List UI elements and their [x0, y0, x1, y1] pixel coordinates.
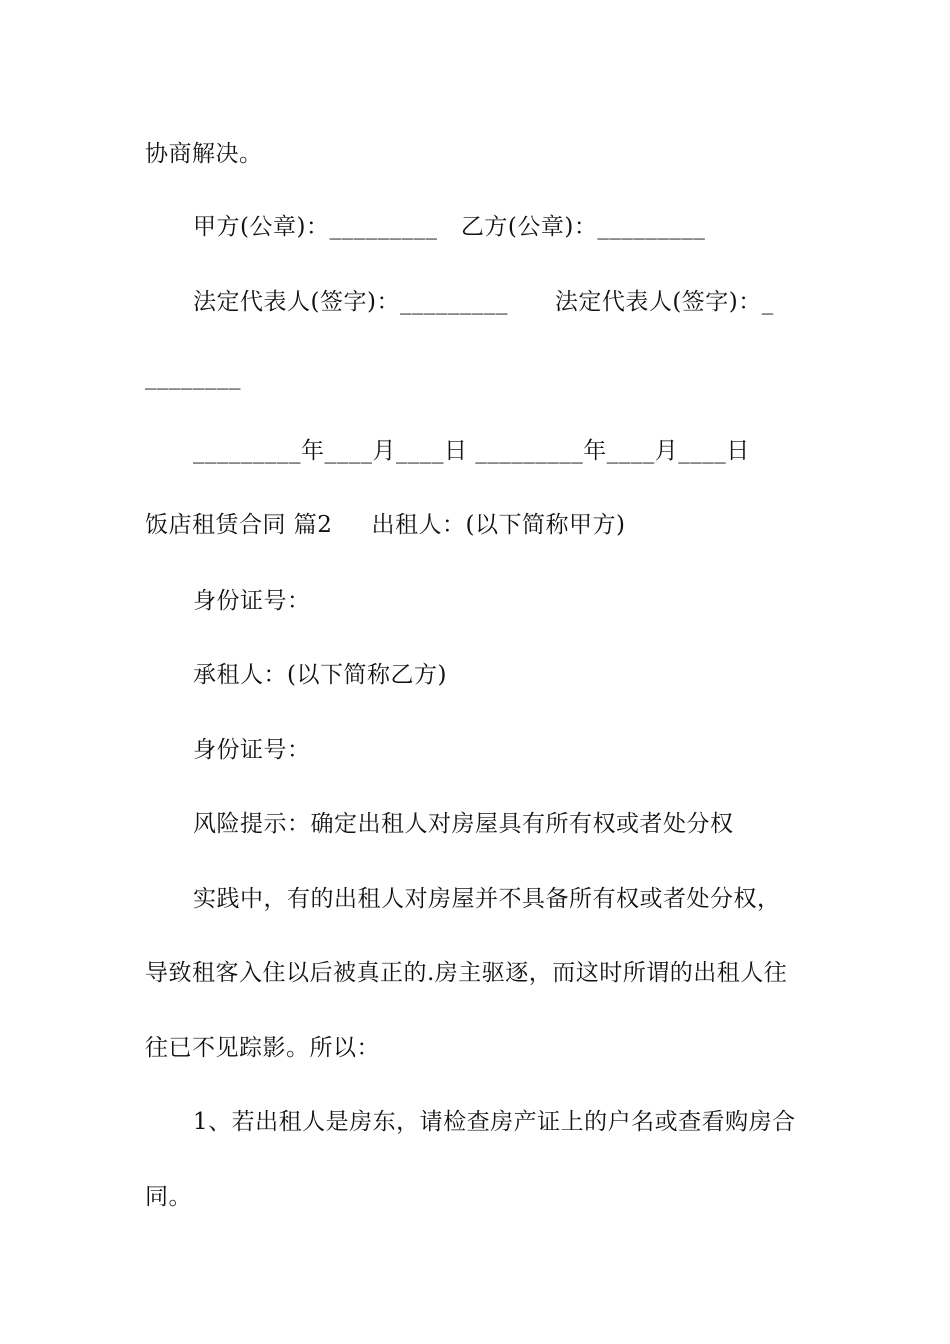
contract-heading: 饭店租赁合同 篇2 出租人：(以下简称甲方): [145, 512, 626, 538]
risk-tip-heading: 风险提示：确定出租人对房屋具有所有权或者处分权: [193, 811, 734, 837]
text-line: 同。: [145, 1184, 192, 1210]
text-line: 身份证号：: [193, 588, 311, 614]
text-line: 往已不见踪影。所以：: [145, 1035, 380, 1061]
signature-line-seal: 甲方(公章)：_________ 乙方(公章)：_________: [193, 214, 706, 240]
text-line: 协商解决。: [145, 141, 263, 167]
text-line: 实践中，有的出租人对房屋并不具备所有权或者处分权，: [193, 886, 781, 912]
text-line: 1、若出租人是房东，请检查房产证上的户名或查看购房合: [193, 1109, 796, 1135]
text-line: 导致租客入住以后被真正的.房主驱逐，而这时所谓的出租人往: [145, 960, 788, 986]
text-line: 承租人：(以下简称乙方): [193, 662, 447, 688]
signature-line-representative: 法定代表人(签字)：_________ 法定代表人(签字)：_: [193, 289, 774, 315]
signature-line-continuation: ________: [145, 364, 241, 390]
date-line: _________年____月____日 _________年____月____日: [193, 438, 750, 464]
text-line: 身份证号：: [193, 737, 311, 763]
